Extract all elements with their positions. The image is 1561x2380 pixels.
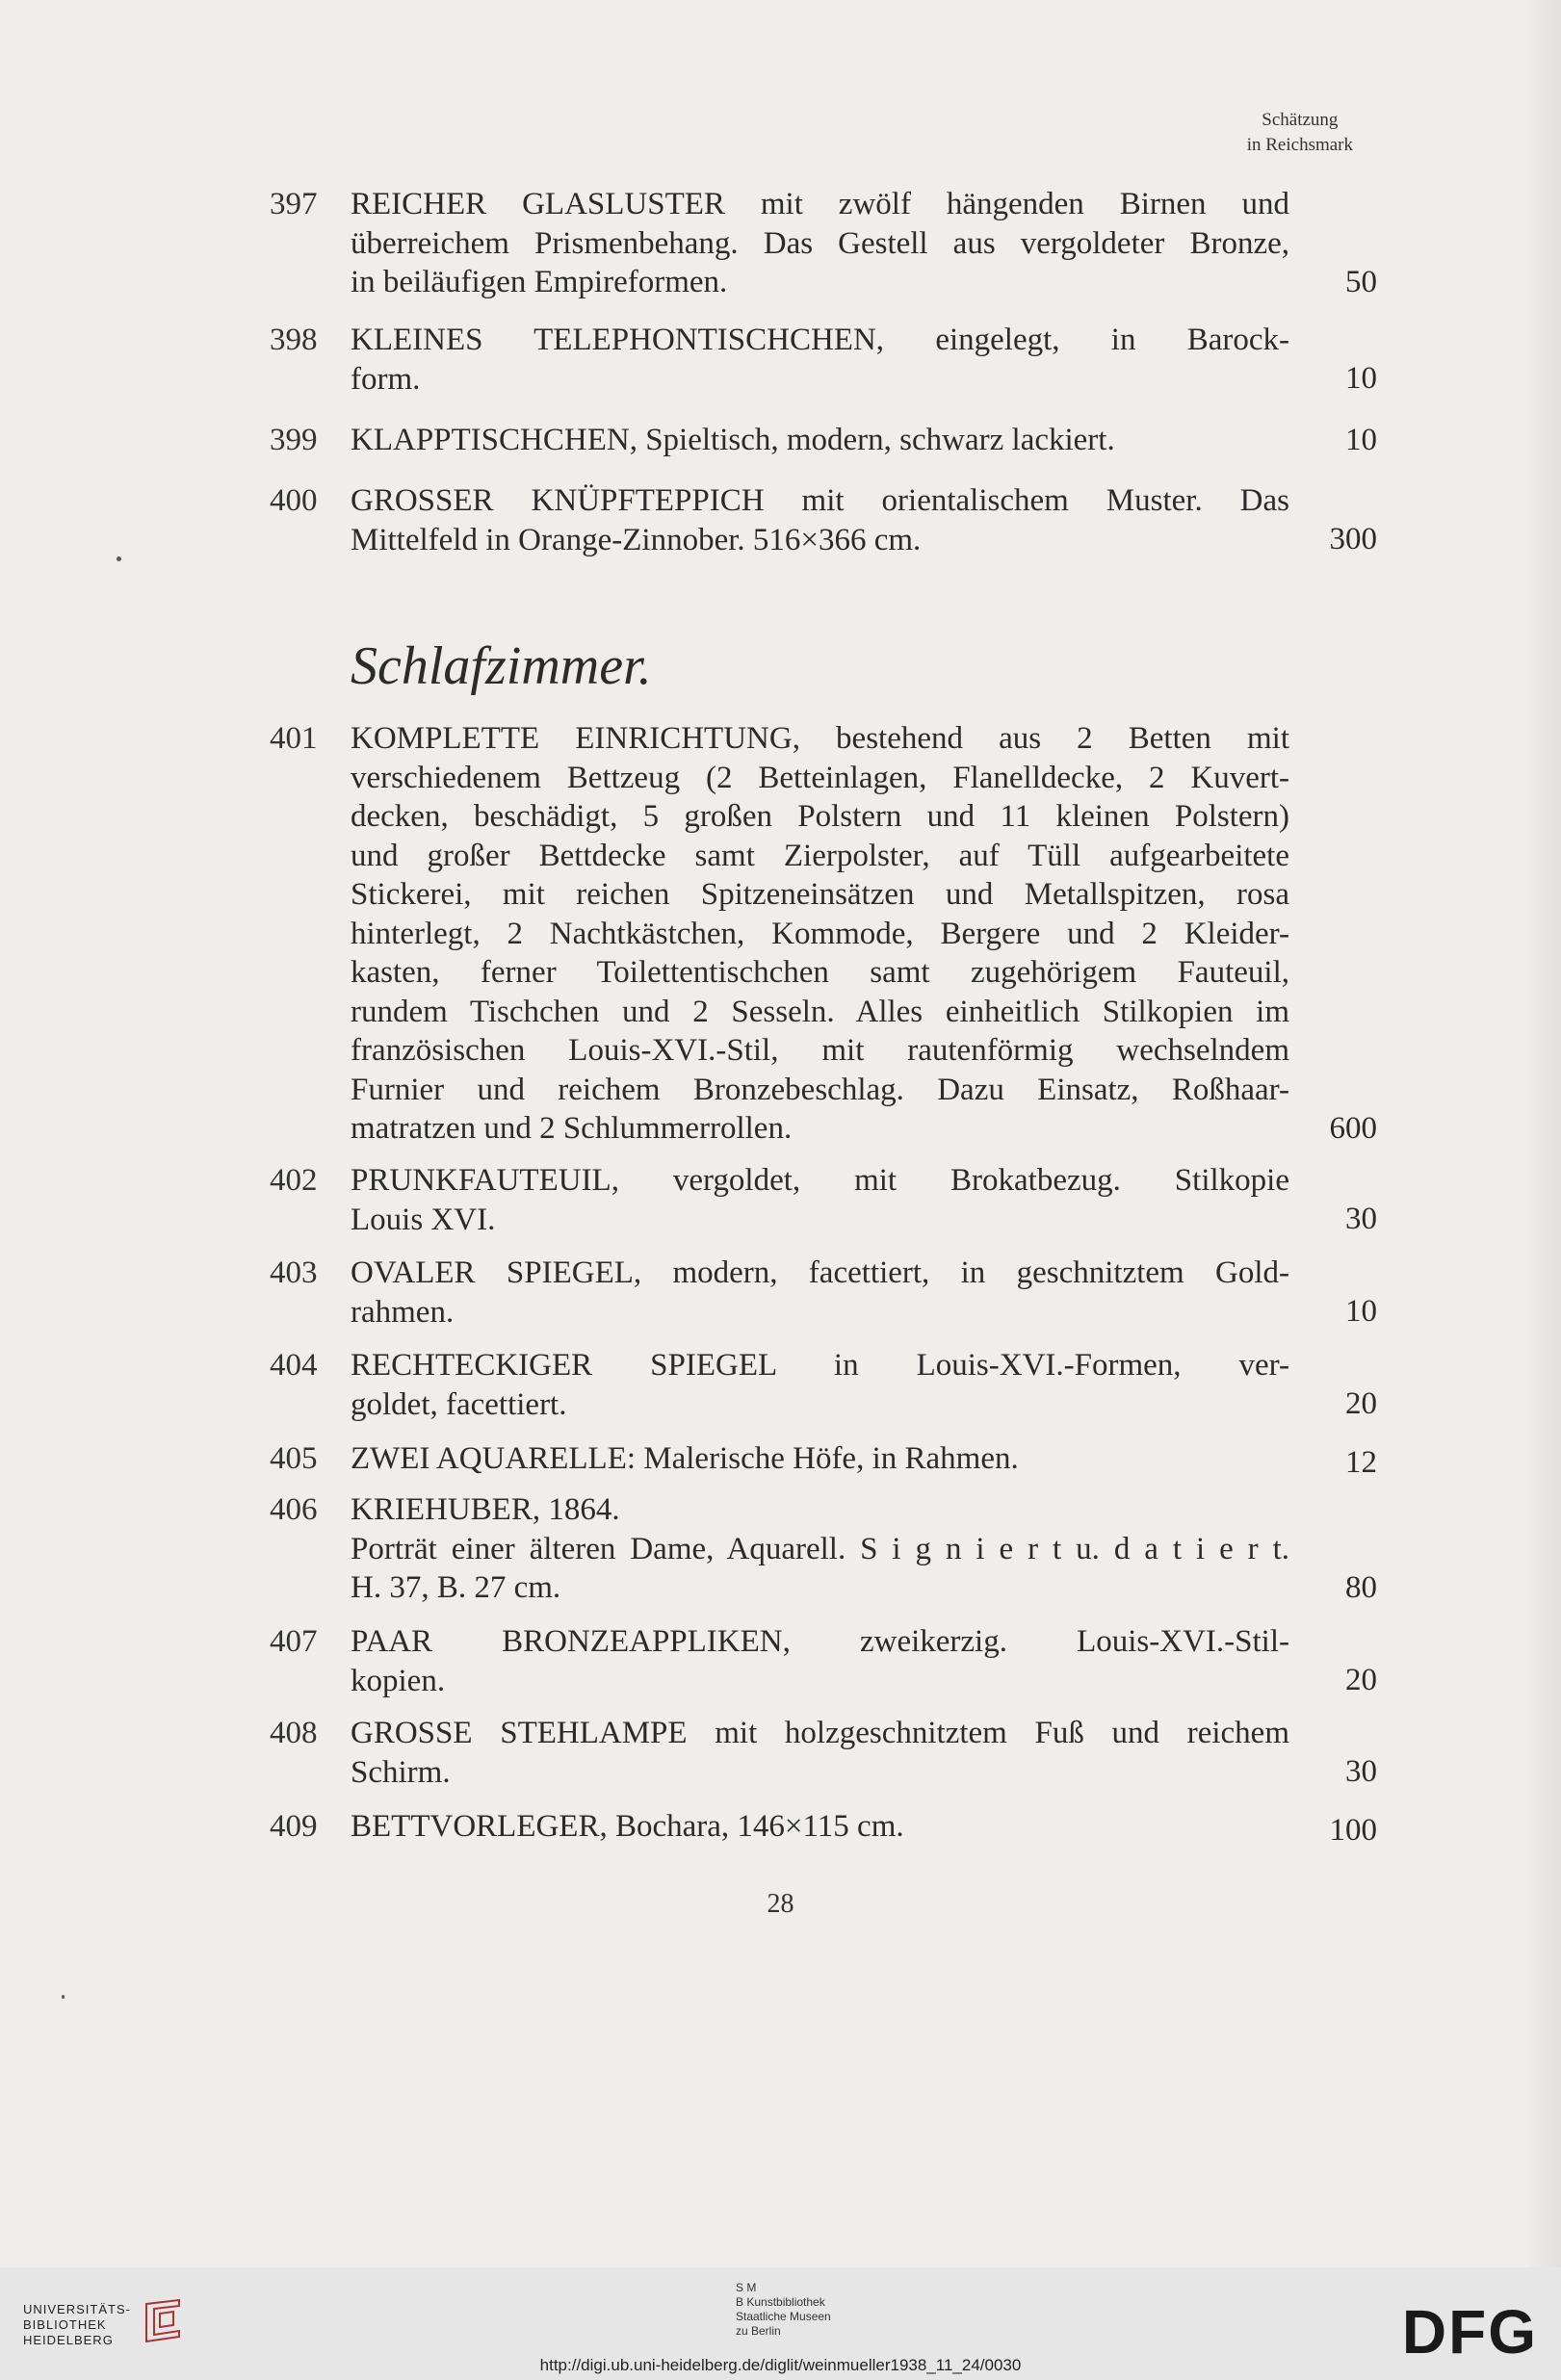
lot-line: decken, beschädigt, 5 großen Polstern und 11 kleinen Polstern) — [351, 799, 1289, 834]
lot-number: 406 — [270, 1492, 318, 1527]
lot-description — [351, 1622, 1289, 1700]
lot-line: GROSSER KNÜPFTEPPICH mit orientalischem Muster. Das — [351, 483, 1289, 518]
lot-price: 12 — [1345, 1445, 1377, 1480]
lot-line: matratzen und 2 Schlummerrollen. — [351, 1111, 793, 1146]
price-column-header — [1247, 108, 1353, 158]
lot-description — [351, 421, 1289, 460]
lot-line: Schirm. — [351, 1754, 451, 1790]
print-speck — [117, 556, 121, 561]
lot-number: 401 — [270, 721, 318, 756]
lot-description — [351, 1490, 1289, 1608]
smb-line3: Staatliche Museen — [736, 2310, 831, 2323]
uni-logo-line2: BIBLIOTHEK — [23, 2317, 107, 2332]
catalog-item-407 — [270, 1622, 1377, 1703]
lot-line: kasten, ferner Toilettentischchen samt zugehörigem Fauteuil, — [351, 955, 1289, 990]
lot-line: hinterlegt, 2 Nachtkästchen, Kommode, Bergere und 2 Kleider- — [351, 916, 1289, 951]
lot-price: 10 — [1345, 1294, 1377, 1329]
lot-price: 20 — [1345, 1386, 1377, 1421]
lot-line: in beiläufigen Empireformen. — [351, 265, 728, 299]
catalog-item-406 — [270, 1490, 1377, 1610]
catalog-item-399 — [270, 421, 1377, 463]
catalog-item-401 — [270, 719, 1377, 1152]
lot-description — [351, 1714, 1289, 1792]
lot-price: 20 — [1345, 1663, 1377, 1697]
lot-description — [351, 1346, 1289, 1424]
lot-line: rahmen. — [351, 1294, 455, 1330]
lot-number: 399 — [270, 423, 318, 457]
lot-price: 10 — [1345, 423, 1377, 457]
smb-kunstbibliothek-logo[interactable] — [736, 2281, 831, 2339]
lot-line: KRIEHUBER, 1864. — [351, 1492, 620, 1527]
lot-price: 100 — [1329, 1813, 1377, 1848]
lot-line: form. — [351, 361, 421, 397]
header-label-line2: in Reichsmark — [1246, 135, 1353, 155]
lot-line: Mittelfeld in Orange-Zinnober. 516×366 cm. — [351, 522, 922, 557]
source-url-link[interactable]: http://digi.ub.uni-heidelberg.de/diglit/weinmueller1938_11_24/0030 — [539, 2356, 1022, 2374]
lot-description — [351, 1161, 1289, 1239]
lot-line: KLAPPTISCHCHEN, Spieltisch, modern, schwarz lackiert. — [351, 423, 1115, 457]
catalog-item-403 — [270, 1254, 1377, 1334]
page-edge-shadow — [1522, 0, 1561, 2267]
lot-line: OVALER SPIEGEL, modern, facettiert, in geschnitztem Gold- — [351, 1255, 1289, 1290]
lot-description — [351, 481, 1289, 559]
catalog-item-397 — [270, 185, 1377, 304]
header-label-line1: Schätzung — [1262, 110, 1339, 130]
lot-description — [351, 1254, 1289, 1332]
lot-number: 400 — [270, 483, 318, 518]
library-emblem-icon — [141, 2296, 185, 2346]
uni-logo-line3: HEIDELBERG — [23, 2333, 114, 2347]
catalog-item-408 — [270, 1714, 1377, 1795]
footer-bar — [0, 2267, 1561, 2380]
lot-price: 30 — [1345, 1202, 1377, 1236]
lot-line: überreichem Prismenbehang. Das Gestell aus vergoldeter Bronze, — [351, 225, 1289, 261]
lot-number: 404 — [270, 1348, 318, 1383]
lot-line: KOMPLETTE EINRICHTUNG, bestehend aus 2 Betten mit — [351, 721, 1289, 756]
lot-price: 80 — [1345, 1570, 1377, 1605]
lot-description — [351, 185, 1289, 302]
lot-line: GROSSE STEHLAMPE mit holzgeschnitztem Fuß und reichem — [351, 1716, 1289, 1750]
lot-line: KLEINES TELEPHONTISCHCHEN, eingelegt, in Barock- — [351, 323, 1289, 357]
lot-line: und großer Bettdecke samt Zierpolster, auf Tüll aufgearbeitete — [351, 838, 1289, 873]
lot-number: 403 — [270, 1255, 318, 1290]
smb-line1: S M — [736, 2281, 757, 2294]
page-number: 28 — [767, 1889, 794, 1919]
lot-line: H. 37, B. 27 cm. — [351, 1570, 561, 1605]
uni-logo-line1: UNIVERSITÄTS- — [23, 2302, 131, 2316]
catalog-item-400 — [270, 481, 1377, 562]
lot-line: PRUNKFAUTEUIL, vergoldet, mit Brokatbezug. Stilkopie — [351, 1163, 1289, 1198]
lot-description — [351, 719, 1289, 1149]
section-heading: Schlafzimmer. — [351, 636, 652, 696]
lot-number: 402 — [270, 1163, 318, 1198]
lot-line: Porträt einer älteren Dame, Aquarell. S i g n i e r t u. d a t i e r t. — [351, 1531, 1289, 1566]
lot-price: 50 — [1345, 265, 1377, 299]
lot-number: 405 — [270, 1441, 318, 1476]
lot-line: goldet, facettiert. — [351, 1386, 567, 1422]
lot-line: BETTVORLEGER, Bochara, 146×115 cm. — [351, 1809, 904, 1844]
lot-number: 409 — [270, 1809, 318, 1844]
lot-line: PAAR BRONZEAPPLIKEN, zweikerzig. Louis-XVI.-Stil- — [351, 1624, 1289, 1659]
lot-price: 600 — [1329, 1111, 1377, 1146]
lot-line: kopien. — [351, 1663, 446, 1698]
lot-number: 398 — [270, 323, 318, 357]
smb-line2: B Kunstbibliothek — [736, 2295, 825, 2309]
lot-line: verschiedenem Bettzeug (2 Betteinlagen, Flanelldecke, 2 Kuvert- — [351, 760, 1289, 795]
catalog-item-398 — [270, 321, 1377, 401]
lot-description — [351, 1807, 1289, 1847]
catalog-item-402 — [270, 1161, 1377, 1242]
lot-price: 300 — [1329, 522, 1377, 556]
lot-line: Stickerei, mit reichen Spitzeneinsätzen und Metallspitzen, rosa — [351, 877, 1289, 912]
lot-number: 408 — [270, 1716, 318, 1750]
lot-price: 10 — [1345, 361, 1377, 396]
lot-description — [351, 321, 1289, 399]
lot-line: französischen Louis-XVI.-Stil, mit rautenförmig wechselndem — [351, 1033, 1289, 1068]
lot-price: 30 — [1345, 1754, 1377, 1789]
university-library-logo[interactable] — [23, 2302, 131, 2348]
lot-line: ZWEI AQUARELLE: Malerische Höfe, in Rahmen. — [351, 1441, 1019, 1476]
lot-line: Furnier und reichem Bronzebeschlag. Dazu Einsatz, Roßhaar- — [351, 1072, 1289, 1107]
print-speck — [62, 1995, 65, 1999]
catalog-item-404 — [270, 1346, 1377, 1427]
lot-line: Louis XVI. — [351, 1202, 496, 1237]
smb-line4: zu Berlin — [736, 2324, 781, 2338]
lot-line: REICHER GLASLUSTER mit zwölf hängenden Birnen und — [351, 187, 1289, 221]
lot-description — [351, 1439, 1289, 1479]
catalog-item-409 — [270, 1807, 1377, 1850]
lot-line: rundem Tischchen und 2 Sesseln. Alles einheitlich Stilkopien im — [351, 994, 1289, 1029]
lot-number: 407 — [270, 1624, 318, 1659]
dfg-logo[interactable]: DFG — [1401, 2297, 1538, 2367]
catalog-item-405 — [270, 1439, 1377, 1482]
lot-line: RECHTECKIGER SPIEGEL in Louis-XVI.-Formen, ver- — [351, 1348, 1289, 1383]
lot-number: 397 — [270, 187, 318, 221]
